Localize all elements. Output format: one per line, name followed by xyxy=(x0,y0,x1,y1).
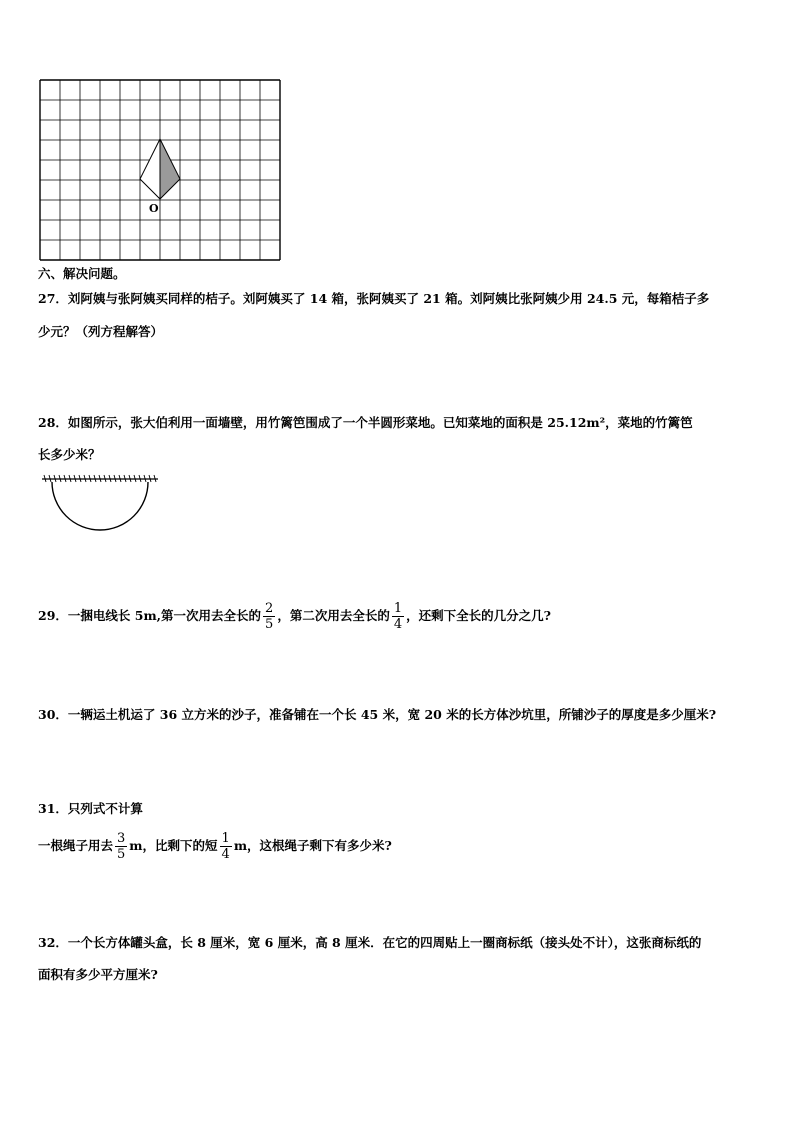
q31-fraction-2 xyxy=(220,831,232,862)
origin-label: O xyxy=(149,202,159,215)
q32-line2: 面积有多少平方厘米? xyxy=(38,967,158,982)
q29-fraction-1-numerator: 2 xyxy=(265,601,274,616)
q28-line2: 长多少米？ xyxy=(38,447,101,462)
q31-line xyxy=(38,828,392,864)
q28-line1: 28．如图所示，张大伯利用一面墙壁，用竹篱笆围成了一个半圆形菜地。已知菜地的面积是 25.12m²，菜地的竹篱笆 xyxy=(38,415,693,430)
q27-line2: 少元？（列方程解答） xyxy=(38,324,164,339)
semicircle-garden-figure xyxy=(40,474,164,536)
fence-semicircle xyxy=(52,482,148,530)
q31-fraction-1-numerator: 3 xyxy=(117,831,126,846)
q31-fraction-1 xyxy=(115,831,127,862)
q31-fraction-2-numerator: 1 xyxy=(221,831,230,846)
q31-title: 31．只列式不计算 xyxy=(38,801,143,816)
q30-line: 30．一辆运土机运了 36 立方米的沙子，准备铺在一个长 45 米，宽 20 米的长方体沙坑里，所铺沙子的厚度是多少厘米? xyxy=(38,707,717,722)
q29-text-part1: 29．一捆电线长 5m,第一次用去全长的 xyxy=(38,608,262,623)
section-title: 六、解决问题。 xyxy=(38,266,126,281)
q31-fraction-1-denominator: 5 xyxy=(117,847,126,862)
q31-text-part2: m，比剩下的短 xyxy=(129,838,218,853)
q31-text-part3: m，这根绳子剩下有多少米? xyxy=(233,838,392,853)
grid-figure xyxy=(38,78,282,262)
q31-fraction-2-denominator: 4 xyxy=(221,847,230,862)
q29-line xyxy=(38,598,551,634)
q29-fraction-1 xyxy=(263,601,275,632)
q31-text-part1: 一根绳子用去 xyxy=(38,838,114,853)
q29-fraction-2 xyxy=(392,601,404,632)
q29-fraction-2-denominator: 4 xyxy=(393,617,403,632)
q29-text-part3: ，还剩下全长的几分之几? xyxy=(406,608,551,623)
kite-left-triangle xyxy=(140,139,160,199)
q32-line1: 32．一个长方体罐头盒，长 8 厘米，宽 6 厘米，高 8 厘米．在它的四周贴上一圈商标纸（接头处不计），这张商标纸的 xyxy=(38,935,702,950)
q27-line1: 27．刘阿姨与张阿姨买同样的桔子。刘阿姨买了 14 箱，张阿姨买了 21 箱。刘阿姨比张阿姨少用 24.5 元，每箱桔子多 xyxy=(38,291,710,306)
q29-text-part2: ，第二次用去全长的 xyxy=(277,608,390,623)
kite-right-triangle-shaded xyxy=(160,139,180,199)
q29-fraction-1-denominator: 5 xyxy=(265,617,274,632)
q29-fraction-2-numerator: 1 xyxy=(393,601,403,616)
